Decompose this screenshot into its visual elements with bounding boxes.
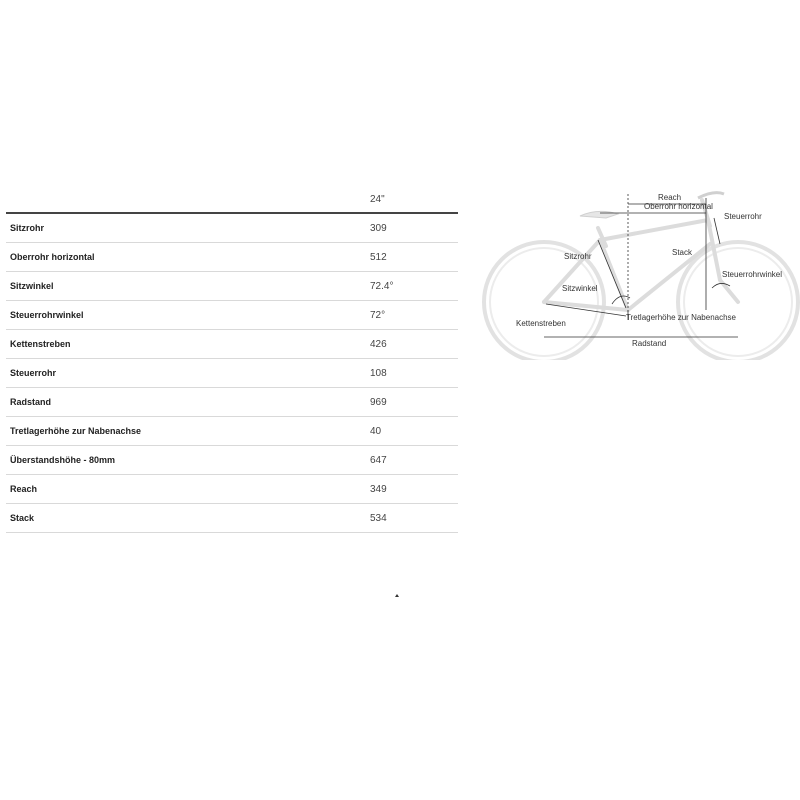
table-row	[6, 214, 458, 243]
row-label: Steuerrohrwinkel	[10, 310, 84, 320]
label-sitzrohr: Sitzrohr	[564, 252, 592, 261]
row-label: Kettenstreben	[10, 339, 71, 349]
label-stack: Stack	[672, 248, 693, 257]
table-body	[6, 214, 458, 533]
row-value: 72.4°	[370, 281, 394, 292]
bike-geometry-diagram	[480, 180, 800, 360]
table-row	[6, 504, 458, 533]
handlebar	[698, 193, 724, 198]
row-label: Sitzrohr	[10, 223, 45, 233]
row-value: 349	[370, 484, 387, 495]
label-steuerrohrwinkel: Steuerrohrwinkel	[722, 270, 783, 279]
row-label: Oberrohr horizontal	[10, 252, 95, 262]
label-radstand: Radstand	[632, 339, 667, 348]
table-row	[6, 417, 458, 446]
table-row	[6, 330, 458, 359]
table-row	[6, 446, 458, 475]
row-label: Sitzwinkel	[10, 281, 54, 291]
table-row	[6, 272, 458, 301]
label-sitzwinkel: Sitzwinkel	[562, 284, 598, 293]
saddle	[580, 211, 618, 218]
row-label: Radstand	[10, 397, 52, 407]
row-value: 72°	[370, 310, 386, 321]
label-reach: Reach	[658, 193, 682, 202]
row-value: 969	[370, 397, 387, 408]
table-row	[6, 388, 458, 417]
row-label: Überstandshöhe - 80mm	[10, 455, 116, 465]
table-row	[6, 243, 458, 272]
table-row	[6, 359, 458, 388]
diagram-labels	[516, 193, 782, 348]
label-oberrohr: Oberrohr horizontal	[644, 202, 713, 211]
row-value: 534	[370, 513, 387, 524]
label-kettenstreben: Kettenstreben	[516, 319, 566, 328]
row-value: 426	[370, 339, 387, 350]
scroll-caret-icon	[395, 594, 399, 597]
row-label: Steuerrohr	[10, 368, 57, 378]
row-value: 647	[370, 455, 387, 466]
row-label: Tretlagerhöhe zur Nabenachse	[10, 426, 142, 436]
row-value: 108	[370, 368, 387, 379]
label-steuerrohr: Steuerrohr	[724, 212, 762, 221]
row-value: 40	[370, 426, 382, 437]
table-header	[6, 190, 458, 214]
row-value: 309	[370, 223, 387, 234]
table-row	[6, 475, 458, 504]
row-label: Reach	[10, 484, 38, 494]
row-value: 512	[370, 252, 387, 263]
geometry-table	[6, 190, 458, 533]
row-label: Stack	[10, 513, 35, 523]
table-row	[6, 301, 458, 330]
label-tretlager: Tretlagerhöhe zur Nabenachse	[626, 313, 736, 322]
size-header: 24"	[370, 194, 385, 205]
